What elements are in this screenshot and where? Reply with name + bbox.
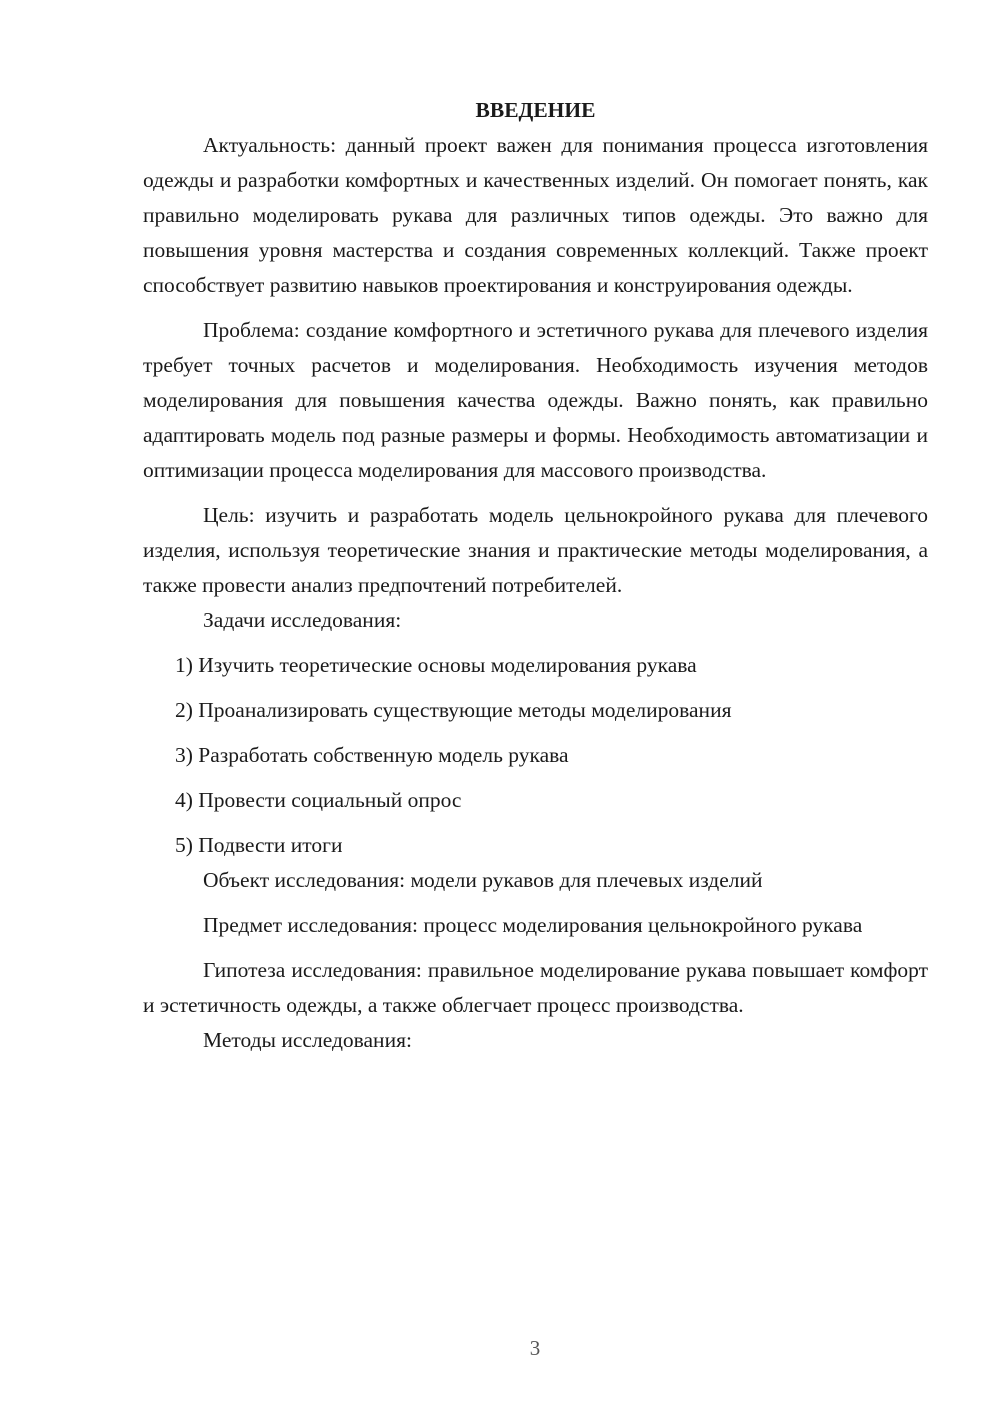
tasks-title: Задачи исследования: — [203, 608, 402, 632]
paragraph-object: Объект исследования: модели рукавов для плечевых изделий — [203, 868, 763, 892]
paragraph-goal: Цель: изучить и разработать модель цельнокройного рукава для плечевого изделия, используя теоретические знания и практические методы моделирования, а также провести анализ предпочтений потребителей. — [143, 503, 928, 597]
document-body — [143, 95, 928, 1058]
list-item: 2) Проанализировать существующие методы моделирования — [175, 698, 732, 722]
paragraph-hypothesis: Гипотеза исследования: правильное моделирование рукава повышает комфорт и эстетичность одежды, а также облегчает процесс производства. — [143, 958, 928, 1017]
paragraph-subject: Предмет исследования: процесс моделирования цельнокройного рукава — [203, 913, 863, 937]
list-item: 5) Подвести итоги — [175, 833, 343, 857]
page-number: 3 — [529, 1336, 541, 1360]
paragraph-relevance: Актуальность: данный проект важен для понимания процесса изготовления одежды и разработки комфортных и качественных изделий. Он помогает понять, как правильно моделировать рукава для различных типов одежды. Это важно для повышения уровня мастерства и создания современных коллекций. Также проект способствует развитию навыков проектирования и конструирования одежды. — [143, 133, 928, 297]
list-item: 1) Изучить теоретические основы моделирования рукава — [175, 653, 697, 677]
list-item: 4) Провести социальный опрос — [175, 788, 462, 812]
paragraph-problem: Проблема: создание комфортного и эстетичного рукава для плечевого изделия требует точных расчетов и моделирования. Необходимость изучения методов моделирования для повышения качества одежды. Важно понять, как правильно адаптировать модель под разные размеры и формы. Необходимость автоматизации и оптимизации процесса моделирования для массового производства. — [143, 318, 928, 482]
section-heading: ВВЕДЕНИЕ — [475, 98, 596, 122]
list-item: 3) Разработать собственную модель рукава — [175, 743, 569, 767]
methods-title: Методы исследования: — [203, 1028, 412, 1052]
